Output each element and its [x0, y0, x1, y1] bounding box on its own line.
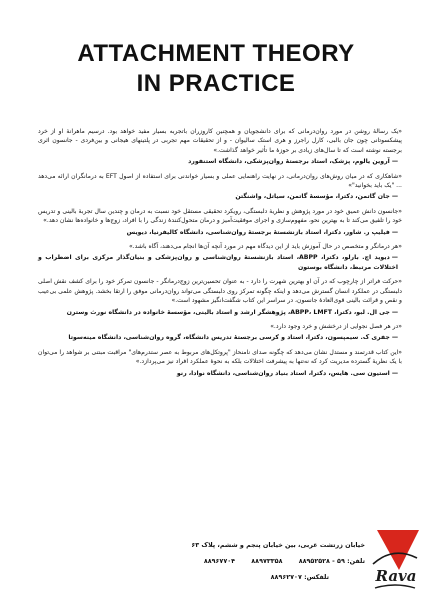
endorsement-quote: «جانسون دانش عمیق خود در مورد پژوهش و نظریهٔ دلبستگی، رویکرد تحقیقی مستقل خود نسبت به درمان و چندین سال تجربهٔ بالینی و تدریس خود را تلفیق می‌کند تا به بهترین نحو، مفهوم‌سازی و اجرای موفقیت‌آمیز و درمان متحول‌کنندهٔ زندگی را با افراد، زوج‌ها و خانواده‌ها نشان دهد.»: [38, 207, 402, 225]
endorsement-quote: «در هر فصل نجوایی از درخشش و خرد وجود دارد.»: [270, 322, 402, 330]
endorsement-author: —آروین یالوم، پزشک، استاد برجستهٔ روان‌پزشکی، دانشگاه استنفورد: [188, 158, 398, 166]
endorsement-author: —استیون سی. هایس، دکترا، استاد بنیاد روان‌شناسی، دانشگاه نوادا، رنو: [176, 369, 398, 377]
endorsement-quote: «یک رسالهٔ روشن در مورد روان‌درمانی که برای دانشجویان و همچنین کاروزران باتجربه بسیار مفید خواهد بود. درسیم ماهرانهٔ او از خرد پیشکسوتانی چون جان بالبی، کارل راجرز و هری استک سالیوان - و از تحقیقات مهم تجربی در پلتینهای هیجانی و بین‌فردی - جانسون اثری برجسته نوشته است که تا سال‌های زیادی بر حوزهٔ ما تأثیر خواهد گذاشت.»: [38, 128, 402, 154]
book-title-line-1: ATTACHMENT THEORY: [77, 40, 355, 67]
endorsement-quote: «حرکت فراتر از چارچوب که در آن او بهترین شهرت را دارد - به عنوان تحسین‌ترین زوج‌درمانگر - جانسون تمرکز خود را برای کشف نقش اصلی دلبستگی در عملکرد انسان گسترش می‌دهد و اینکه چگونه تمرکز روی دلبستگی می‌تواند روان‌درمانی موفق را ارتقا بخشد. پژوهش علمی بی‌عیب و نقص و قرائت بالینی قوی‌العادهٔ جانسون، در سراسر این کتاب شگفت‌انگیز مشهود است.»: [38, 278, 402, 305]
endorsement-quote: «شاهکاری که در میان روش‌های روان‌درمانی، در نهایت راهنمایی عملی و بسیار خواندنی برای استفاده از اصول EFT به درمانگران ارائه می‌دهد ... "یک باید بخوانید"»: [38, 172, 403, 190]
endorsement-author: —جفری ک. سیمپسون، دکترا، استاد و کرسی برجستهٔ تدریس دانشگاه، گروه روان‌شناسی، دانشگاه مینه‌سوتا: [68, 334, 398, 342]
publisher-address: خیابان زرتشت غربی، بین خیابان پنجم و ششم، پلاک ۶۳: [191, 541, 365, 549]
endorsement-quote: «هر درمانگر و متخصص در حال آموزش باید از این دیدگاه مهم در مورد آنچه آن‌ها انجام می‌دهند، آگاه باشد.»: [129, 243, 402, 251]
endorsement-author: —جان گاتمن، دکترا، مؤسسهٔ گاتمن، سیاتل، واشنگتن: [235, 193, 398, 201]
endorsement-author: —فیلیپ ر. شاور، دکترا، استاد بازنشستهٔ برجستهٔ روان‌شناسی، دانشگاه کالیفرنیا، دیویس: [126, 228, 398, 236]
phone-number: ۸۸۹۶۷۷۰۴: [203, 557, 236, 565]
publisher-fax: تلفکس: ۸۸۹۶۲۷۰۷: [270, 573, 329, 581]
logo-red-wedge: [377, 530, 419, 570]
publisher-logo-text: Rava: [375, 567, 417, 585]
logo-underline: [375, 585, 415, 588]
publisher-phones: [150, 553, 365, 569]
phone-label: تلفن: ۵۹ - ۸۸۹۵۲۵۲۸: [298, 557, 365, 565]
endorsement-quote: «این کتاب قدرتمند و مستدل نشان می‌دهد که چگونه صدای نامنحاز "پروتکل‌های مربوط به عصر ستدرم‌های" مراقبت مبتنی بر شواهد را می‌توان با یک نظریهٔ گسترده مدیریت کرد که نه‌تنها به پیشرفت اختلالات بلکه به نحوهٔ عملکرد افراد نیز می‌پردازد.»: [38, 348, 402, 366]
endorsement-author: —دیوید اچ. بارلو، دکترا، ABPP، استاد بازنشستهٔ روان‌شناسی و روان‌پزشکی و بنیان‌گذار مرکزی برای اضطراب و اختلالات مرتبط، دانشگاه بوستون: [38, 254, 398, 271]
book-title-line-2: IN PRACTICE: [136, 70, 296, 97]
publisher-contact: [150, 537, 365, 585]
endorsement-author: —جی ال. لبو، دکترا، ABPP، LMFT، پژوهشگر ارشد و استاد بالینی، مؤسسهٔ خانواده در دانشگاه نورث وسترن: [66, 308, 398, 316]
phone-number: ۸۸۹۷۳۳۵۸: [251, 557, 283, 565]
endorsements: [38, 127, 402, 383]
